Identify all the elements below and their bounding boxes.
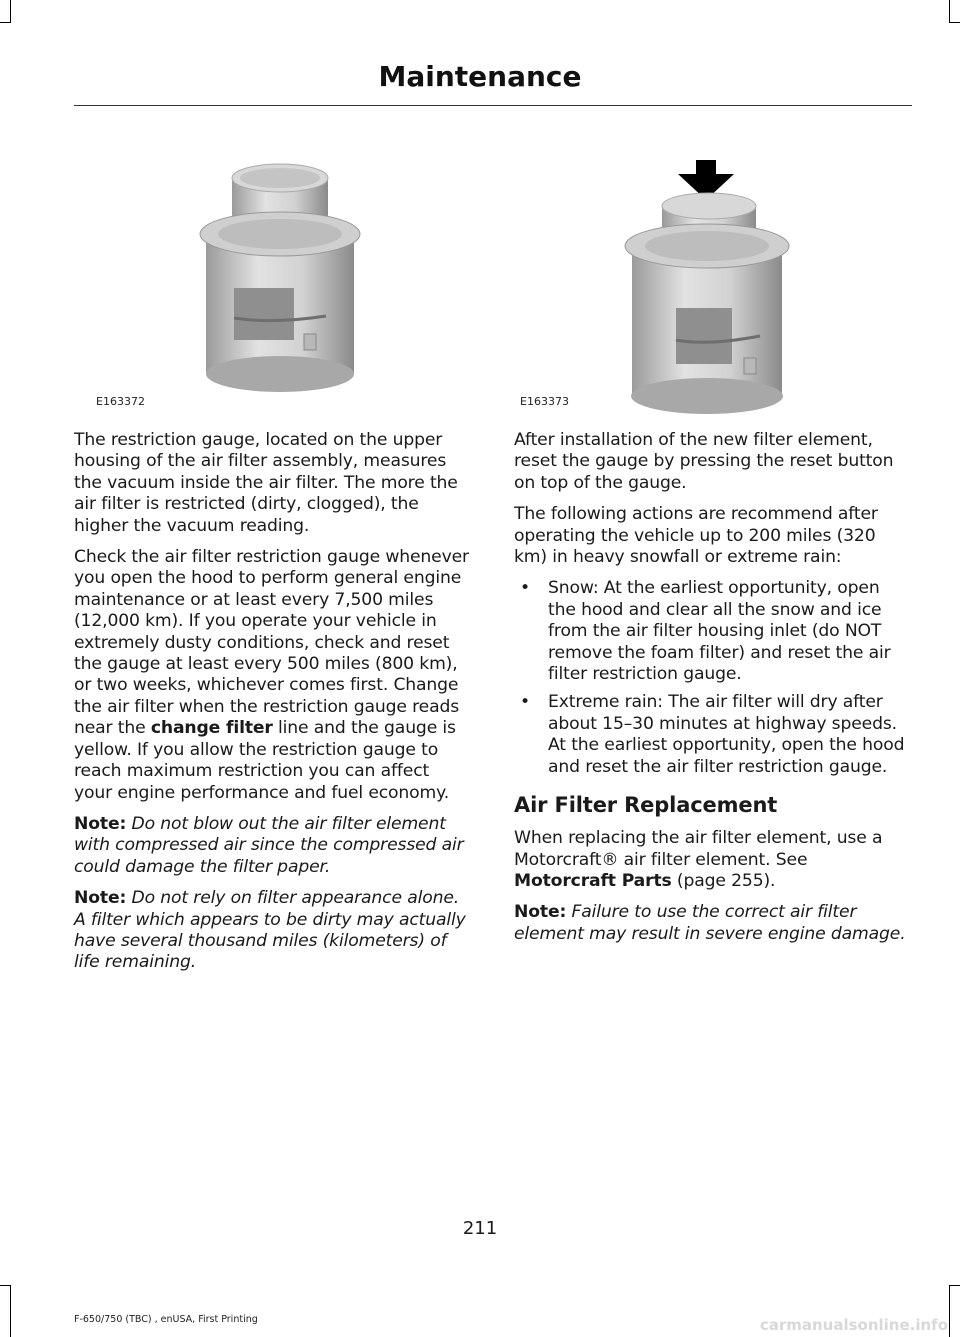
figure-code: E163372: [96, 395, 145, 408]
note-text: Failure to use the correct air filter element may result in severe engine damage.: [514, 902, 906, 944]
crop-mark: [0, 1285, 11, 1286]
watermark: carmanualsonline.info: [759, 1316, 948, 1334]
note-label: Note:: [514, 902, 567, 923]
paragraph: The restriction gauge, located on the upper housing of the air filter assembly, measures the vacuum inside the air filter. The more the air filter is restricted (dirty, clogged), the higher the vacuum reading.: [74, 430, 458, 536]
text: When replacing the air filter element, use a Motorcraft® air filter element. See: [514, 828, 883, 870]
text: Check the air filter restriction gauge whenever you open the hood to perform general engine maintenance or at least every 7,500 miles (12,000 km). If you operate your vehicle in extremely dusty conditions, check and reset the gauge at least every 500 miles (800 km), or two weeks, whichever comes first. Change the air filter when the restriction gauge reads near the: [74, 547, 469, 739]
crop-mark: [949, 1285, 960, 1286]
restriction-gauge-illustration: [74, 148, 474, 416]
figure-reset-button: [498, 148, 898, 416]
right-column: [514, 430, 912, 955]
gauge-reset-illustration: [498, 148, 898, 416]
left-column: [74, 430, 472, 984]
text: (page 255).: [671, 870, 776, 891]
note: [74, 814, 472, 878]
page-title: Maintenance: [378, 60, 582, 93]
crop-mark: [949, 1285, 950, 1337]
paragraph: After installation of the new filter element, reset the gauge by pressing the reset button on top of the gauge.: [514, 430, 894, 493]
list-item: • Snow: At the earliest opportunity, open the hood and clear all the snow and ice from the air filter housing inlet (do NOT remove the foam filter) and reset the air filter restriction gauge.: [514, 578, 912, 685]
header-divider: [74, 105, 912, 106]
crop-mark: [949, 22, 960, 23]
paragraph: [74, 547, 472, 804]
note: [74, 888, 472, 974]
bullet-list: [514, 578, 912, 778]
section-heading: Air Filter Replacement: [514, 793, 778, 818]
footer-text: F-650/750 (TBC) , enUSA, First Printing: [74, 1314, 258, 1325]
figure-restriction-gauge: [74, 148, 474, 416]
note-text: Do not rely on filter appearance alone. A filter which appears to be dirty may actually have several thousand miles (kilometers) of life remaining.: [74, 888, 466, 973]
cross-reference-link[interactable]: Motorcraft Parts: [514, 870, 672, 891]
note: [514, 902, 912, 945]
crop-mark: [949, 0, 950, 22]
paragraph: The following actions are recommend after operating the vehicle up to 200 miles (320 km) in heavy snowfall or extreme rain:: [514, 504, 878, 568]
note-label: Note:: [74, 888, 127, 909]
figure-code: E163373: [520, 395, 569, 408]
emphasis-change-filter: change filter: [150, 718, 273, 739]
list-item: • Extreme rain: The air filter will dry after about 15–30 minutes at highway speeds. At the earliest opportunity, open the hood and reset the air filter restriction gauge.: [514, 692, 912, 778]
note-text: Do not blow out the air filter element with compressed air since the compressed air could damage the filter paper.: [74, 813, 464, 877]
page-number: 211: [462, 1218, 498, 1239]
crop-mark: [10, 1285, 11, 1337]
note-label: Note:: [74, 813, 127, 834]
crop-mark: [10, 0, 11, 22]
text: line and the gauge is yellow. If you allow the restriction gauge to reach maximum restriction you can affect your engine performance and fuel economy.: [74, 718, 456, 803]
crop-mark: [0, 22, 11, 23]
paragraph: [514, 828, 912, 892]
